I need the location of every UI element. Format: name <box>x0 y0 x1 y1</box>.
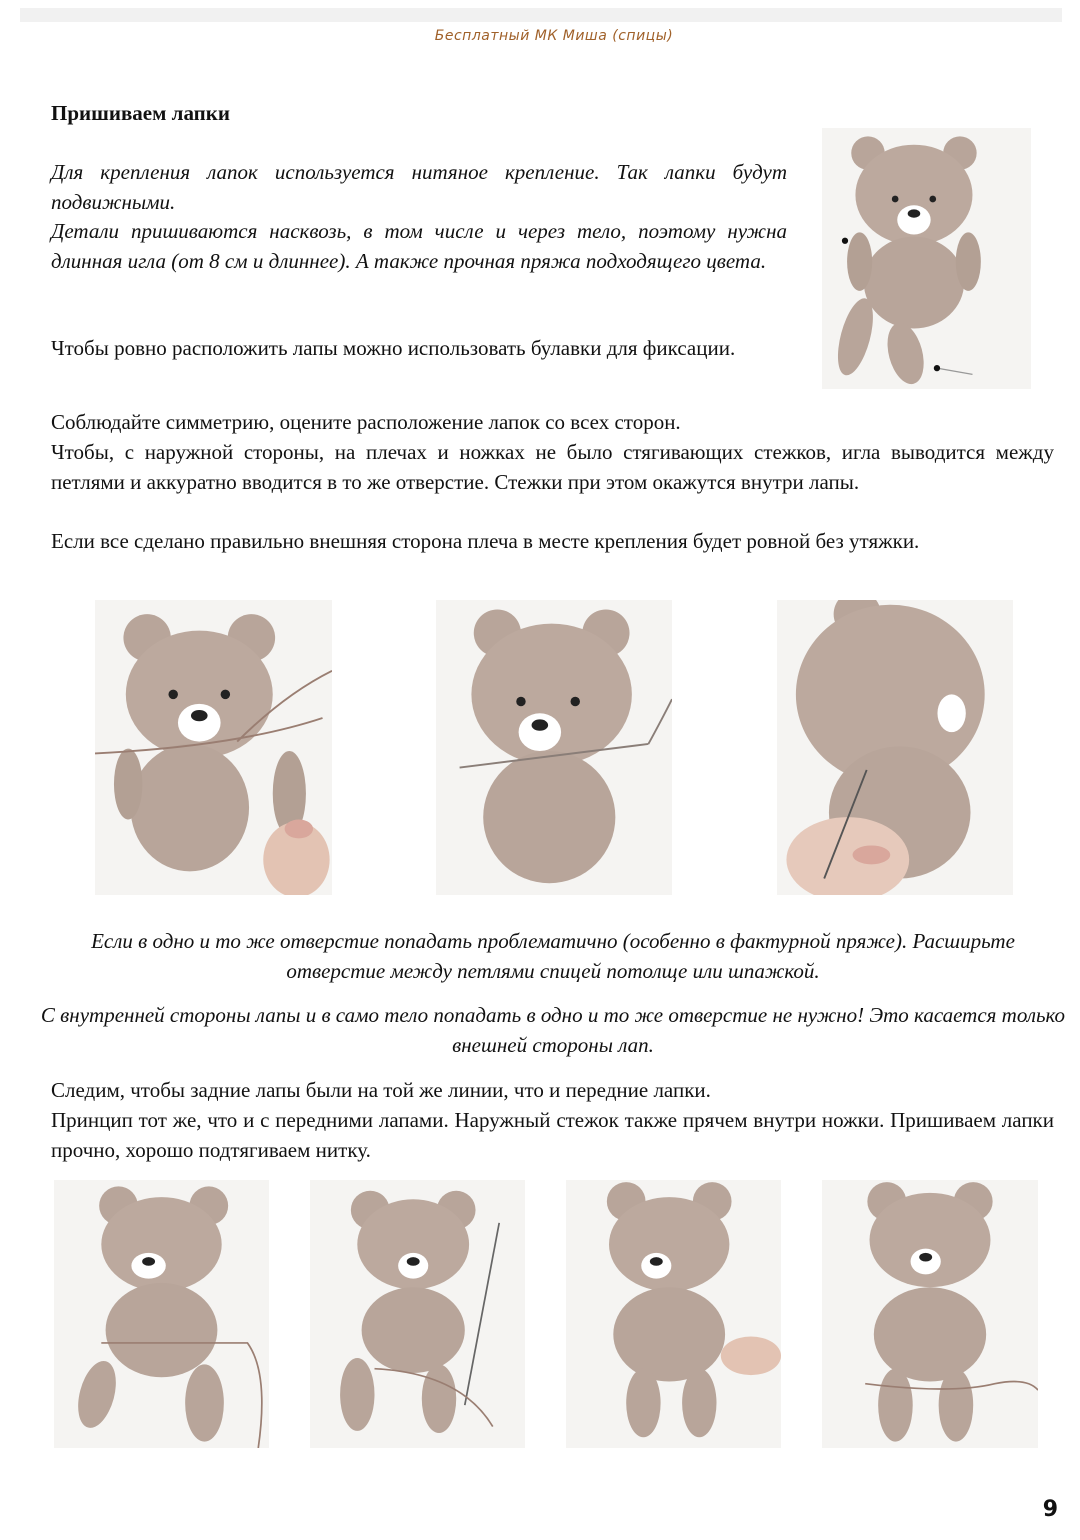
photo-sewing-leg-4 <box>822 1180 1038 1448</box>
section-title: Пришиваем лапки <box>51 101 230 125</box>
symmetry-paragraph: Соблюдайте симметрию, оцените расположение лапок со всех сторон. <box>51 410 681 434</box>
result-paragraph: Если все сделано правильно внешняя сторона плеча в месте крепления будет ровной без утяжки. <box>51 529 920 553</box>
photo-sewing-arm-2 <box>436 600 672 895</box>
page-header: Бесплатный МК Миша (спицы) <box>434 28 674 44</box>
legs-line-paragraph: Следим, чтобы задние лапы были на той же линии, что и передние лапки. <box>51 1078 711 1102</box>
top-bar <box>20 8 1062 22</box>
legs-paragraph: Принцип тот же, что и с передними лапами. Наружный стежок также прячем внутри ножки. Пришиваем лапки прочно, хорошо подтягиваем нитку. <box>51 1108 1054 1162</box>
photo-sewing-leg-1 <box>54 1180 269 1448</box>
photo-bear-with-pins <box>822 128 1031 389</box>
intro-paragraph-1: Для крепления лапок используется нитяное крепление. Так лапки будут подвижными. <box>51 160 787 214</box>
photo-sewing-leg-2 <box>310 1180 525 1448</box>
intro-paragraph-2: Детали пришиваются насквозь, в том числе и через тело, поэтому нужна длинная игла (от 8 см и длиннее). А также прочная пряжа подходящего цвета. <box>51 219 787 273</box>
tip-paragraph-1: Если в одно и то же отверстие попадать проблематично (особенно в фактурной пряже). Расширьте отверстие между петлями спицей потолще или шпажкой. <box>91 929 1015 983</box>
photo-sewing-arm-1 <box>95 600 332 895</box>
page-number: 9 <box>1042 1497 1058 1522</box>
pins-paragraph: Чтобы ровно расположить лапы можно использовать булавки для фиксации. <box>51 336 736 360</box>
tip-paragraph-2: С внутренней стороны лапы и в само тело попадать в одно и то же отверстие не нужно! Это касается только внешней стороны лап. <box>40 1003 1066 1057</box>
photo-sewing-arm-3 <box>777 600 1013 895</box>
photo-sewing-leg-3 <box>566 1180 781 1448</box>
stitch-paragraph: Чтобы, с наружной стороны, на плечах и ножках не было стягивающих стежков, игла выводится между петлями и аккуратно вводится в то же отверстие. Стежки при этом окажутся внутри лапы. <box>51 440 1054 494</box>
